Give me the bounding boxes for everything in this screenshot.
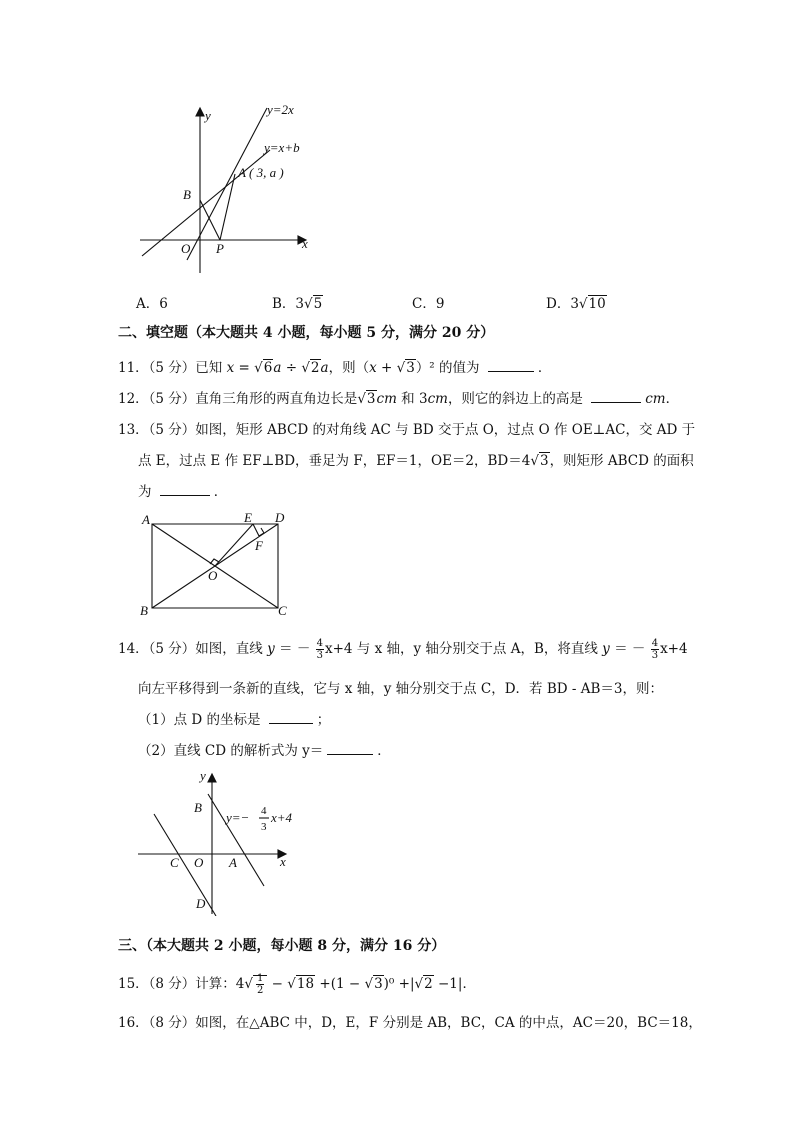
answer-blank-14-1[interactable] [269, 711, 313, 724]
label-d: D [275, 510, 285, 525]
question-14-line-2: 向左平移得到一条新的直线，它与 x 轴，y 轴分别交于点 C，D．若 BD - AB＝3，则： [138, 681, 663, 697]
question-15: 15．（8 分）计算：4√ $\frac{1}{2}$ − √18 +(1 − √3)⁰ +|√2 −1|． [118, 973, 476, 996]
label-d: D [196, 896, 206, 911]
question-13-line-1: 13．（5 分）如图，矩形 ABCD 的对角线 AC 与 BD 交于点 O，过点 O 作 OE⊥AC，交 AD 于 [118, 422, 696, 438]
right-angle-f [259, 528, 264, 536]
fraction-4-3-second: $\frac{4}{3}$ [651, 638, 659, 661]
section3-title: 三、（本大题共 2 小题，每小题 8 分，满分 16 分） [118, 938, 446, 954]
label-x-axis: x [302, 236, 308, 251]
question-13-line-2: 点 E，过点 E 作 EF⊥BD，垂足为 F，EF＝1，OE＝2，BD＝4√3，则矩形 ABCD 的面积 [138, 453, 694, 469]
section2-title: 二、填空题（本大题共 4 小题，每小题 5 分，满分 20 分） [118, 325, 495, 341]
option-d: D．3√10 [546, 296, 606, 312]
label-eq-end: x+4 [271, 810, 293, 825]
fraction-4-3: $\frac{4}{3}$ [316, 638, 323, 661]
question-14-sub-1: （1）点 D 的坐标是 ； [138, 712, 331, 728]
fraction-1-2: $\frac{1}{2}$ [257, 973, 264, 996]
figure-q10 [130, 98, 330, 278]
label-point-b: B [183, 187, 191, 202]
option-c: C．9 [412, 296, 445, 312]
y-axis-arrow [196, 108, 204, 116]
line-cd [154, 814, 216, 916]
label-a: A [229, 855, 237, 870]
label-a: A [142, 512, 150, 527]
label-o: O [208, 568, 218, 583]
label-c: C [278, 603, 287, 618]
label-c: C [170, 855, 179, 870]
answer-blank-13[interactable] [160, 483, 210, 496]
y-axis-arrow [208, 774, 216, 782]
question-11: 11．（5 分）已知 x = √6a ÷ √2a，则（x + √3）² 的值为 ． [118, 360, 552, 376]
label-eq-den: 3 [261, 821, 267, 833]
label-origin: O [181, 241, 191, 256]
option-a: A．6 [136, 296, 168, 312]
label-point-a: A [238, 165, 246, 180]
question-12: 12．（5 分）直角三角形的两直角边长是√3cm 和 3cm，则它的斜边上的高是 cm． [118, 391, 680, 407]
label-line-y-2x: y=2x [267, 102, 294, 117]
segment-ef [253, 524, 259, 536]
answer-blank-14-2[interactable] [327, 742, 373, 755]
label-y-axis: y [205, 108, 211, 123]
option-b: B．3√5 [272, 296, 323, 312]
figure-q13 [138, 508, 298, 620]
label-x-axis: x [280, 854, 286, 869]
label-point-a-coord: ( 3, a ) [249, 165, 284, 180]
label-e: E [244, 510, 252, 525]
label-y-axis: y [200, 768, 206, 783]
label-eq-start: y=− [226, 810, 250, 825]
line-ab [208, 794, 264, 886]
segment-bp [200, 200, 220, 240]
figure-q14 [130, 766, 300, 916]
question-16: 16．（8 分）如图，在△ABC 中，D，E，F 分别是 AB，BC，CA 的中点，AC＝20，BC＝18， [118, 1015, 702, 1031]
label-o: O [194, 855, 204, 870]
line-y-2x [187, 108, 267, 260]
question-13-line-3: 为 ． [138, 484, 228, 500]
answer-blank-12[interactable] [591, 390, 641, 403]
question-14-line-1: 14．（5 分）如图，直线 y ＝ － $\frac{4}{3}$ x+4 与 x 轴，y 轴分别交于点 A，B，将直线 y ＝ － $\frac{4}{3}$ x+4 [118, 638, 688, 661]
label-b: B [140, 603, 148, 618]
label-point-p: P [216, 241, 224, 256]
label-line-y-x-b: y=x+b [264, 140, 300, 155]
label-b: B [194, 800, 202, 815]
label-f: F [255, 538, 263, 553]
label-eq-num: 4 [261, 805, 267, 817]
answer-blank-11[interactable] [488, 359, 534, 372]
question-14-sub-2: （2）直线 CD 的解析式为 y＝ ． [138, 743, 391, 759]
